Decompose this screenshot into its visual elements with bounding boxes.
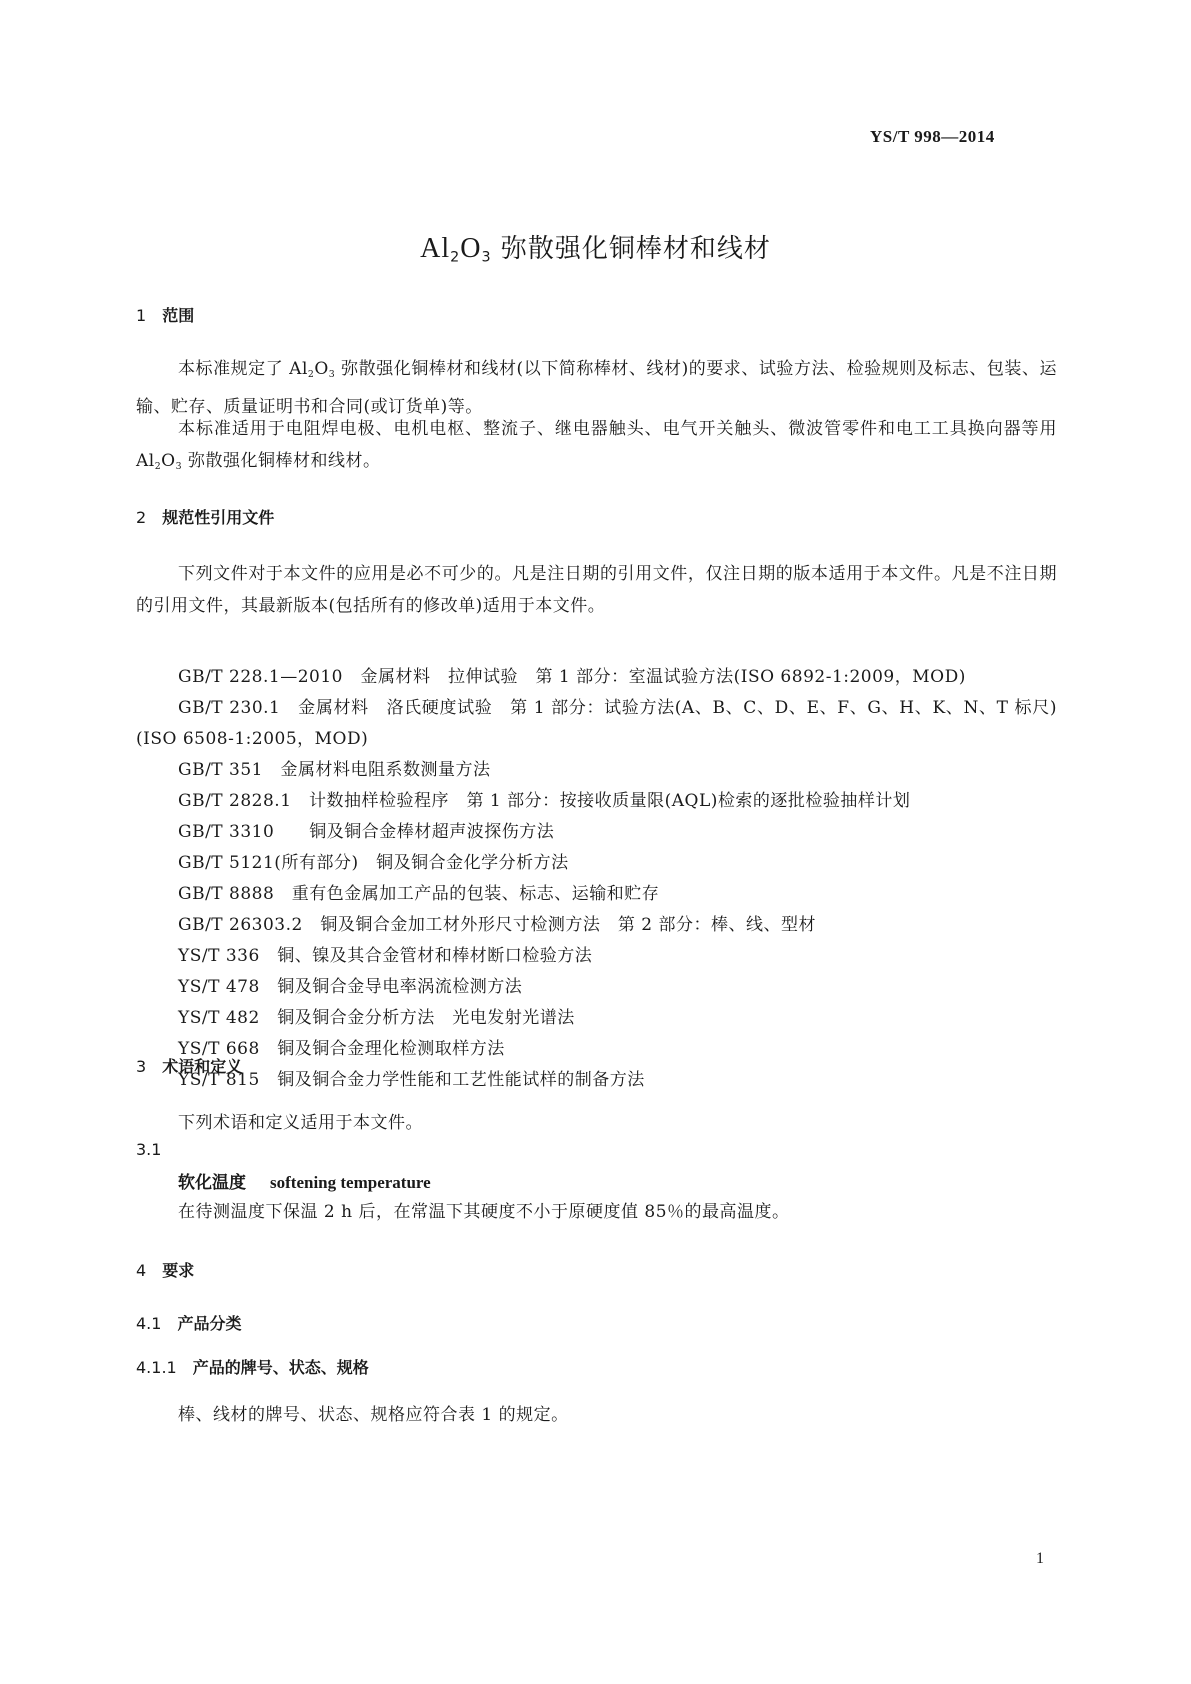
title-sub-3: 3 — [481, 249, 492, 266]
title-sub-2: 2 — [450, 249, 461, 266]
section-number: 4.1 — [136, 1314, 162, 1333]
term-definition: 在待测温度下保温 2 h 后，在常温下其硬度不小于原硬度值 85％的最高温度。 — [178, 1202, 790, 1222]
title-text: 弥散强化铜棒材和线材 — [491, 234, 771, 264]
section-2-heading — [136, 505, 274, 528]
section-title: 要求 — [162, 1261, 195, 1280]
title-chem-al: Al — [420, 233, 451, 264]
section-4-1-1-paragraph: 棒、线材的牌号、状态、规格应符合表 1 的规定。 — [178, 1405, 569, 1425]
reference-item: GB/T 2828.1 计数抽样检验程序 第 1 部分：按接收质量限(AQL)检索的逐批检验抽样计划 — [178, 791, 911, 811]
reference-item: GB/T 3310 铜及铜合金棒材超声波探伤方法 — [178, 822, 555, 842]
reference-item: GB/T 8888 重有色金属加工产品的包装、标志、运输和贮存 — [178, 884, 660, 904]
section-number: 4.1.1 — [136, 1358, 177, 1377]
section-3-intro: 下列术语和定义适用于本文件。 — [178, 1113, 423, 1133]
section-title: 规范性引用文件 — [162, 508, 275, 527]
reference-item: YS/T 668 铜及铜合金理化检测取样方法 — [178, 1039, 505, 1059]
section-4-1-heading — [136, 1311, 241, 1334]
section-title: 范围 — [162, 306, 195, 325]
reference-item: GB/T 230.1 金属材料 洛氏硬度试验 第 1 部分：试验方法(A、B、C、D、E、F、G、H、K、N、T 标尺)(ISO 6508-1:2005，MOD) — [136, 698, 1057, 749]
section-title: 产品分类 — [177, 1314, 242, 1333]
section-number: 3 — [136, 1057, 147, 1076]
section-1-heading — [136, 303, 194, 326]
reference-item: GB/T 5121(所有部分) 铜及铜合金化学分析方法 — [178, 853, 569, 873]
term-chinese: 软化温度 — [178, 1173, 246, 1193]
section-number: 2 — [136, 508, 147, 527]
reference-item: YS/T 336 铜、镍及其合金管材和棒材断口检验方法 — [178, 946, 593, 966]
section-number: 1 — [136, 306, 147, 325]
reference-item: GB/T 26303.2 铜及铜合金加工材外形尺寸检测方法 第 2 部分：棒、线、型材 — [178, 915, 816, 935]
section-1-paragraph-1: 本标准规定了 $Al_2O_3$ 弥散强化铜棒材和线材(以下简称棒材、线材)的要求、试验方法、检验规则及标志、包装、运输、贮存、质量证明书和合同(或订货单)等。 — [136, 359, 1057, 417]
normative-references-list — [136, 662, 1057, 1096]
reference-item: YS/T 815 铜及铜合金力学性能和工艺性能试样的制备方法 — [178, 1070, 645, 1090]
document-title — [0, 228, 1191, 265]
section-1-paragraph-2: 本标准适用于电阻焊电极、电机电枢、整流子、继电器触头、电气开关触头、微波管零件和电工工具换向器等用 $Al_2O_3$ 弥散强化铜棒材和线材。 — [136, 419, 1057, 472]
reference-item: GB/T 351 金属材料电阻系数测量方法 — [178, 760, 491, 780]
reference-item: YS/T 478 铜及铜合金导电率涡流检测方法 — [178, 977, 523, 997]
document-number: YS/T 998—2014 — [870, 127, 995, 146]
reference-item: GB/T 228.1—2010 金属材料 拉伸试验 第 1 部分：室温试验方法(ISO 6892-1:2009，MOD) — [178, 667, 966, 687]
title-chem-o: O — [460, 233, 482, 264]
reference-item: YS/T 482 铜及铜合金分析方法 光电发射光谱法 — [178, 1008, 575, 1028]
section-3-heading — [136, 1054, 242, 1077]
term-number: 3.1 — [136, 1140, 162, 1159]
term-heading — [178, 1168, 431, 1193]
section-title: 产品的牌号、状态、规格 — [192, 1358, 369, 1377]
section-title: 术语和定义 — [162, 1057, 243, 1076]
section-4-heading — [136, 1258, 194, 1281]
section-2-intro: 下列文件对于本文件的应用是必不可少的。凡是注日期的引用文件，仅注日期的版本适用于本文件。凡是不注日期的引用文件，其最新版本(包括所有的修改单)适用于本文件。 — [136, 564, 1057, 616]
section-number: 4 — [136, 1261, 147, 1280]
section-4-1-1-heading — [136, 1355, 369, 1378]
term-english: softening temperature — [270, 1173, 431, 1192]
page-number: 1 — [1036, 1550, 1044, 1567]
